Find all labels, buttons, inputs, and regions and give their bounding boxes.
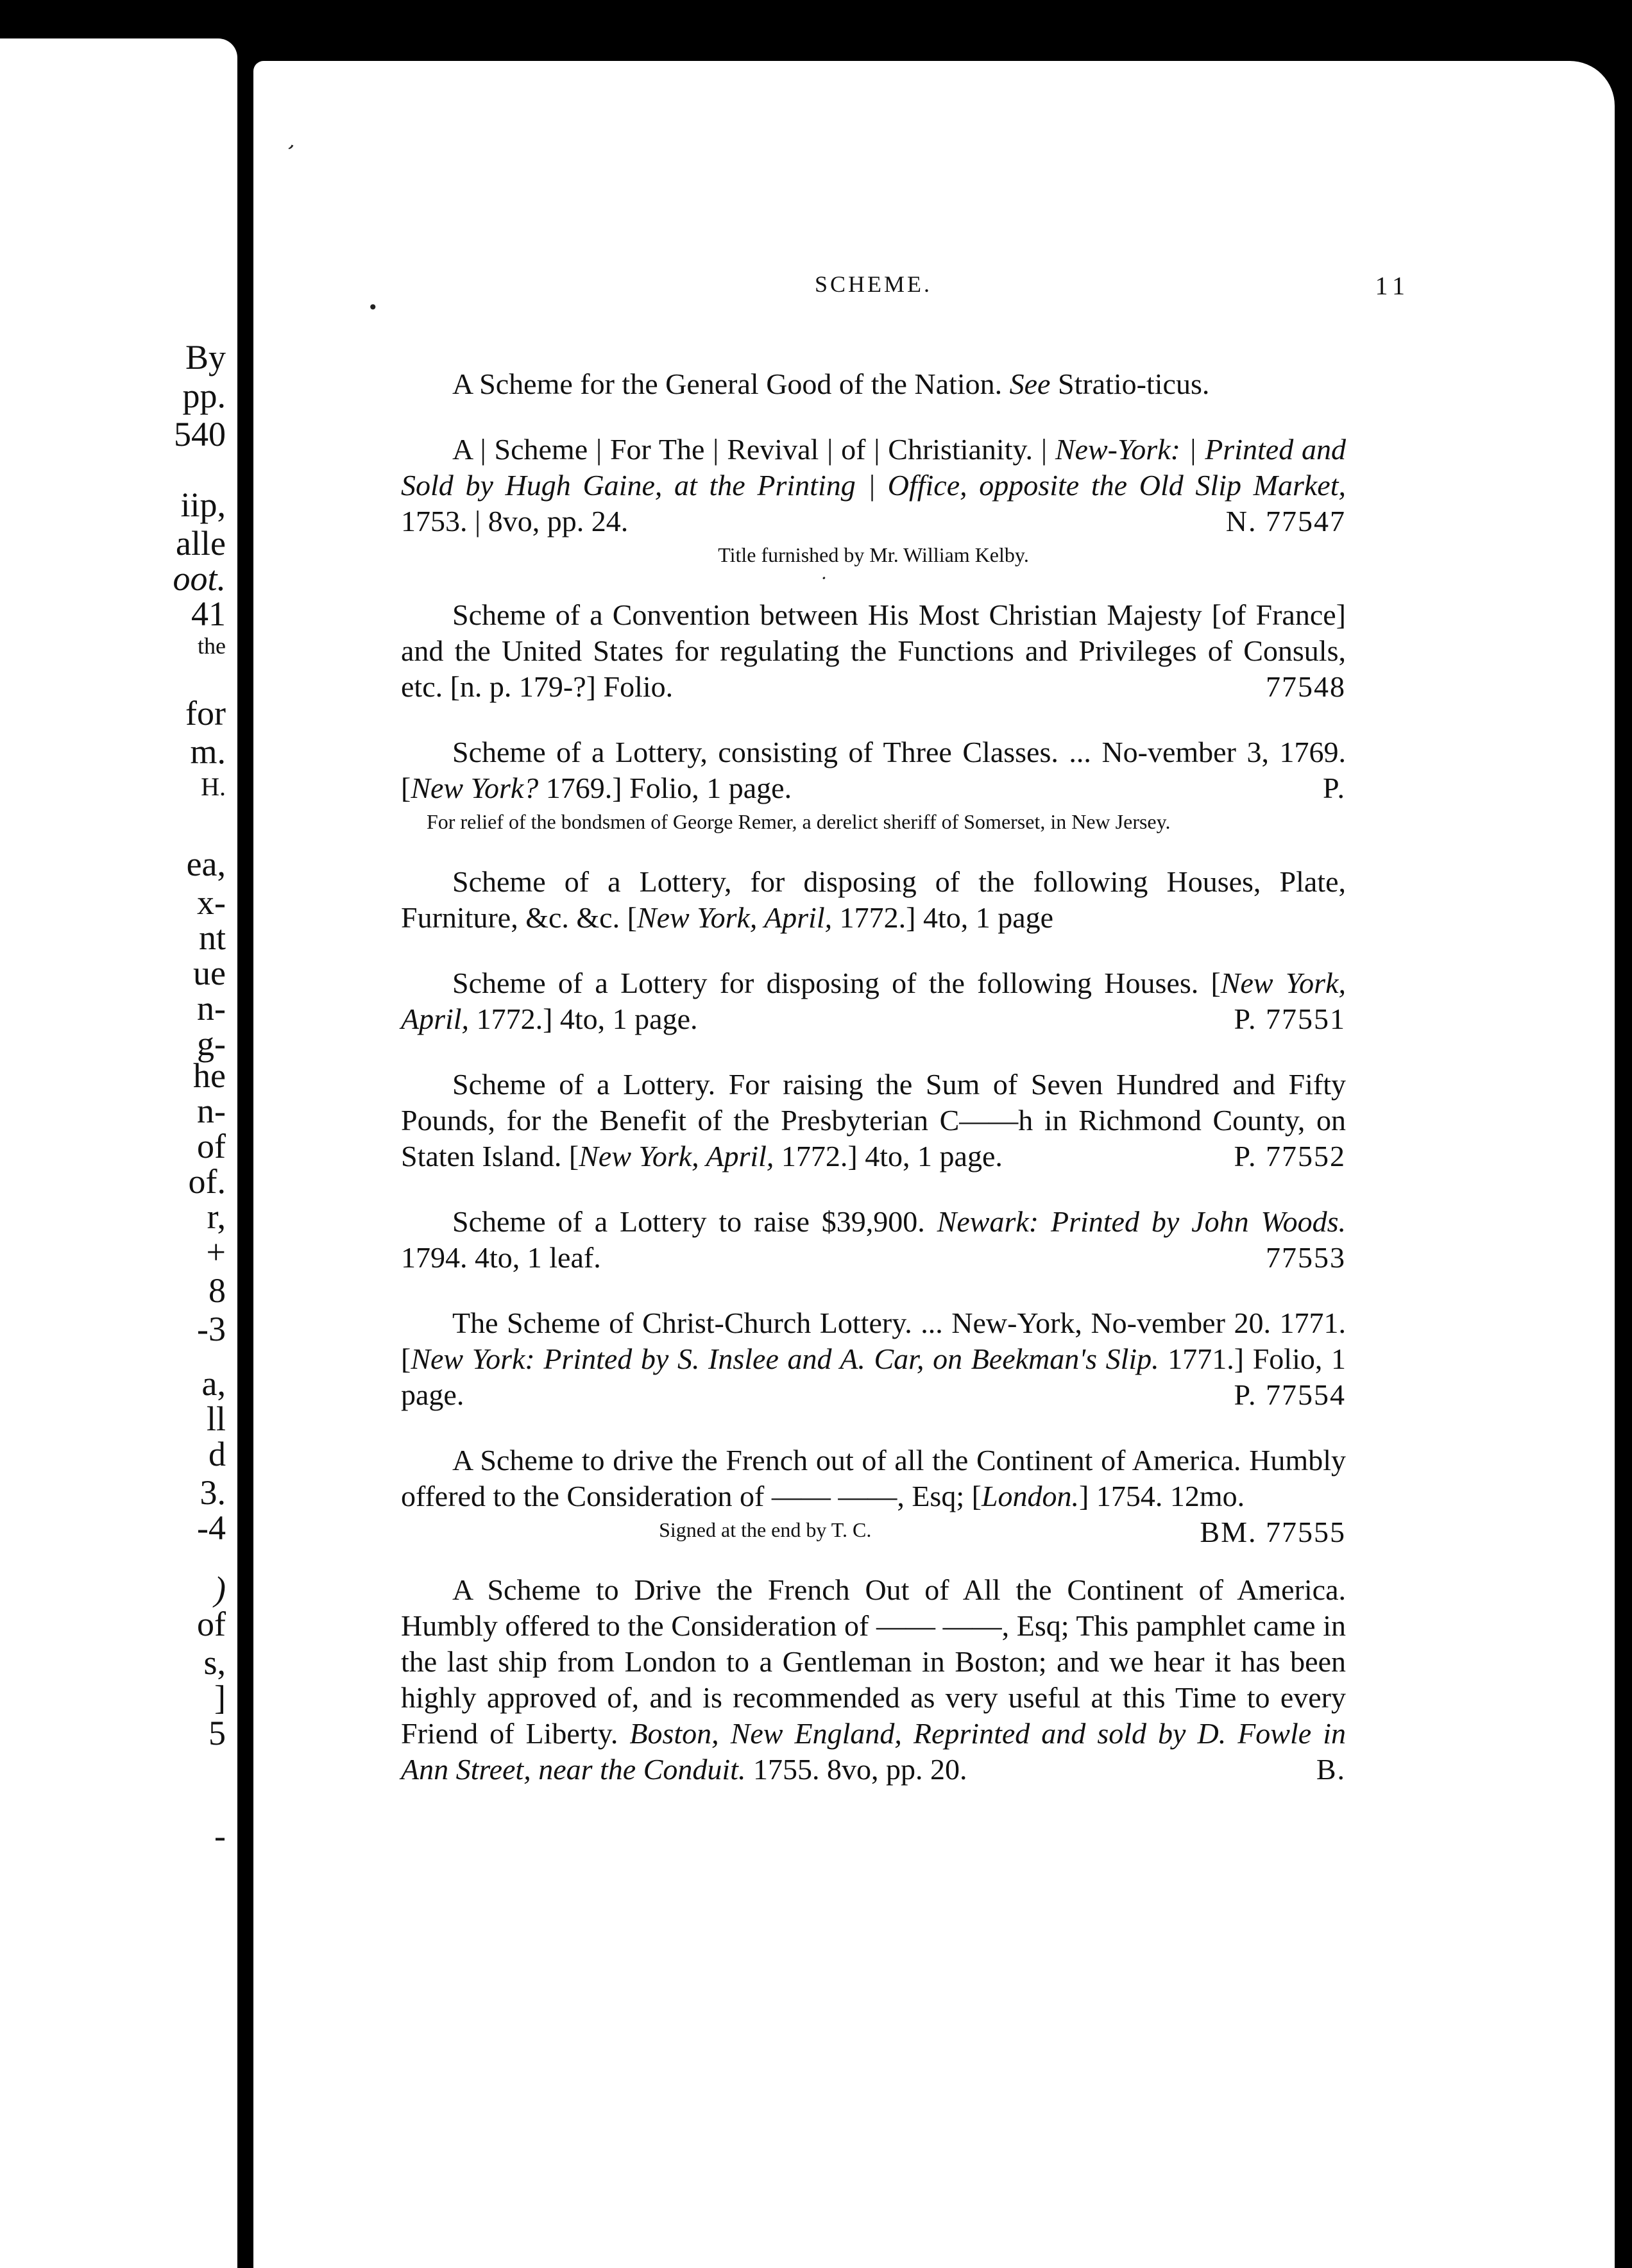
running-title: SCHEME.	[814, 271, 933, 297]
left-fragment: the	[198, 633, 226, 659]
left-fragment: ]	[214, 1679, 226, 1717]
left-fragment: -4	[197, 1509, 226, 1547]
scan-speck: ·	[821, 568, 827, 589]
page-number: 11	[1375, 271, 1410, 300]
entry-number: BM. 77555	[1200, 1516, 1346, 1548]
left-fragment: ll	[206, 1400, 226, 1438]
left-fragment: n-	[197, 1092, 226, 1130]
left-fragment: H.	[201, 772, 226, 801]
left-fragment: of	[197, 1127, 226, 1165]
left-page-edge	[0, 38, 237, 2268]
left-fragment: of	[197, 1605, 226, 1643]
left-fragment: of.	[188, 1162, 226, 1201]
bibliography-entry: A | Scheme | For The | Revival | of | Christianity. | New-York: | Printed and Sold by Hugh Gaine, at the Printing | Office, opposite the Old Slip Market, 1753. | 8vo, pp. 24. N. 77547	[401, 432, 1346, 539]
entry-number: 77548	[1266, 670, 1346, 703]
left-fragment: 41	[191, 595, 226, 633]
left-fragment: +	[206, 1233, 226, 1271]
bibliography-entry: Scheme of a Convention between His Most Christian Majesty [of France] and the United States for regulating the Functions and Privileges of Consuls, etc. [n. p. 179-?] Folio. 77548	[401, 597, 1346, 705]
left-fragment: -3	[197, 1310, 226, 1348]
running-head	[401, 271, 1410, 309]
entry-note: Signed at the end by T. C.	[659, 1518, 872, 1541]
scan-speck: ,	[286, 128, 302, 153]
left-fragment: n-	[197, 989, 226, 1028]
bibliography-entry: A Scheme to Drive the French Out of All the Continent of America. Humbly offered to the Consideration of —— ——, Esq; This pamphlet came in the last ship from London to a Gentleman in Boston; and we hear it has been highly approved of, and is recommended as very useful at this Time to every Friend of Liberty. Boston, New England, Reprinted and sold by D. Fowle in Ann Street, near the Conduit. 1755. 8vo, pp. 20. B.	[401, 1572, 1346, 1788]
entry-number: B.	[1316, 1753, 1346, 1786]
left-fragment: 8	[208, 1271, 226, 1310]
entry-number: N. 77547	[1225, 505, 1346, 537]
bibliography-entries	[401, 337, 1346, 1808]
left-fragment: he	[193, 1056, 226, 1095]
left-fragment: 5	[208, 1714, 226, 1752]
left-fragment: oot.	[173, 559, 226, 598]
entry-note: Title furnished by Mr. William Kelby.	[718, 543, 1029, 566]
bibliography-entry: The Scheme of Christ-Church Lottery. ... New-York, No-vember 20. 1771. [New York: Printed by S. Inslee and A. Car, on Beekman's Slip. 1771.] Folio, 1 page. P. 77554	[401, 1305, 1346, 1413]
entry-number: P. 77552	[1234, 1140, 1346, 1172]
left-fragment: d	[208, 1435, 226, 1473]
entry-number: 77553	[1266, 1241, 1346, 1274]
bibliography-entry: Scheme of a Lottery, for disposing of the following Houses, Plate, Furniture, &c. &c. [New York, April, 1772.] 4to, 1 page	[401, 865, 1346, 934]
left-fragment: alle	[176, 524, 226, 563]
left-fragment: a,	[201, 1364, 226, 1403]
entry-number: P. 77551	[1234, 1003, 1346, 1035]
bibliography-entry: Scheme of a Lottery. For raising the Sum of Seven Hundred and Fifty Pounds, for the Benefit of the Presbyterian C——h in Richmond County, on Staten Island. [New York, April, 1772.] 4to, 1 page. P. 77552	[401, 1067, 1346, 1174]
left-fragment: nt	[198, 918, 226, 957]
left-fragment: 540	[174, 415, 226, 453]
left-fragment: r,	[207, 1197, 226, 1236]
left-fragment: ea,	[186, 845, 226, 883]
right-page	[253, 61, 1615, 2268]
bibliography-entry: Scheme of a Lottery for disposing of the following Houses. [New York, April, 1772.] 4to, 1 page. P. 77551	[401, 965, 1346, 1037]
left-fragment: m.	[190, 732, 226, 771]
left-fragment: x-	[197, 883, 226, 922]
left-fragment: g-	[197, 1024, 226, 1063]
left-fragment: pp.	[182, 377, 226, 415]
bibliography-entry: Scheme of a Lottery to raise $39,900. Newark: Printed by John Woods. 1794. 4to, 1 leaf. 77553	[401, 1204, 1346, 1276]
left-fragment: By	[185, 338, 226, 377]
left-fragment: -	[214, 1816, 226, 1855]
left-fragment: ue	[193, 954, 226, 992]
left-fragment: s,	[203, 1643, 226, 1682]
bibliography-entry: A Scheme for the General Good of the Nation. See Stratio-ticus.	[452, 368, 1210, 400]
left-fragment: 3.	[200, 1473, 226, 1512]
left-fragment: for	[185, 694, 226, 732]
entry-number: P. 77554	[1234, 1378, 1346, 1411]
entry-note: For relief of the bondsmen of George Remer, a derelict sheriff of Somerset, in New Jersey.	[427, 810, 1171, 833]
entry-number: P.	[1323, 772, 1346, 804]
bibliography-entry: Scheme of a Lottery, consisting of Three Classes. ... No-vember 3, 1769. [New York? 1769.] Folio, 1 page. P.	[401, 734, 1346, 806]
scan-speck: •	[368, 297, 378, 318]
bibliography-entry: A Scheme to drive the French out of all the Continent of America. Humbly offered to the Consideration of —— ——, Esq; [London.] 1754. 12mo. BM. 77555	[401, 1443, 1346, 1514]
left-fragment: )	[214, 1570, 226, 1608]
left-fragment: iip,	[180, 486, 226, 524]
